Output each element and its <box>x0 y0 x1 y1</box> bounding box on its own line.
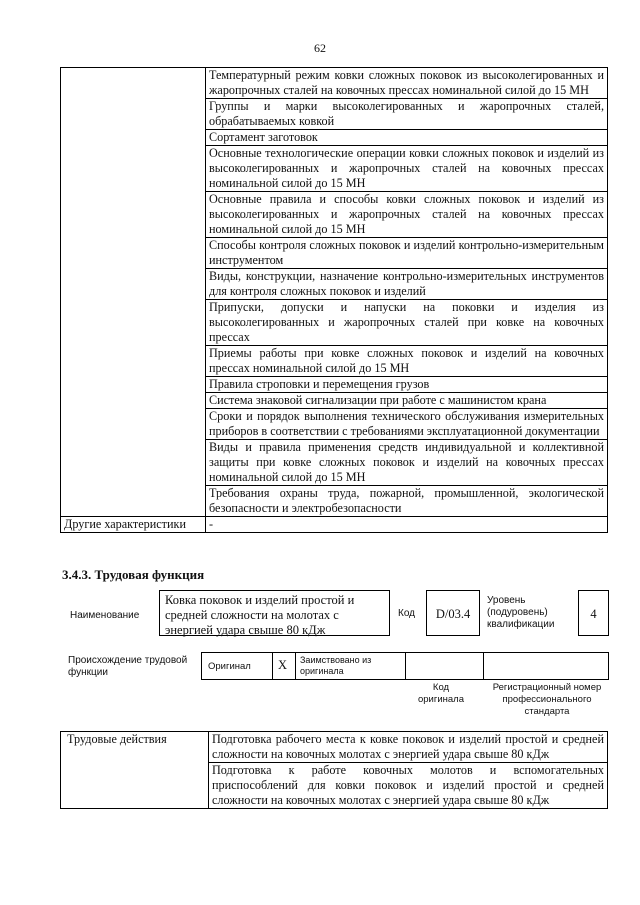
knowledge-item: Сроки и порядок выполнения технического обслуживания измерительных приборов в соответствии с требованиями эксплуатационной документации <box>206 409 608 440</box>
knowledge-item: Приемы работы при ковке сложных поковок и изделий на ковочных прессах номинальной силой до 15 МН <box>206 346 608 377</box>
reg-number-caption: Регистрационный номер профессионального стандарта <box>492 682 602 717</box>
origin-divider-3 <box>405 652 406 680</box>
level-box <box>578 590 609 636</box>
borrowed-label: Заимствовано из оригинала <box>300 655 372 676</box>
knowledge-item: Виды, конструкции, назначение контрольно-измерительных инструментов для контроля сложных поковок и изделий <box>206 269 608 300</box>
page-number: 62 <box>314 41 326 55</box>
knowledge-label-cell <box>61 68 206 517</box>
other-value: - <box>206 517 608 533</box>
knowledge-row <box>61 68 608 99</box>
action-item: Подготовка рабочего места к ковке поковок и изделий простой и средней сложности на ковочных молотах с энергией удара свыше 80 кДж <box>209 732 608 763</box>
knowledge-item: Группы и марки высоколегированных и жаропрочных сталей, обрабатываемых ковкой <box>206 99 608 130</box>
origin-divider-1 <box>272 652 273 680</box>
function-name-box <box>159 590 390 636</box>
labor-actions-table <box>60 731 608 809</box>
code-label: Код <box>398 608 416 619</box>
knowledge-item: Сортамент заготовок <box>206 130 608 146</box>
level-value: 4 <box>590 607 597 621</box>
original-label: Оригинал <box>208 661 251 672</box>
other-row <box>61 517 608 533</box>
section-heading: 3.4.3. Трудовая функция <box>62 567 205 582</box>
function-name-value: Ковка поковок и изделий простой и средней сложности на молотах с энергией удара свыше 80 кДж <box>165 593 355 637</box>
knowledge-item: Температурный режим ковки сложных поковок из высоколегированных и жаропрочных сталей на ковочных прессах номинальной силой до 15 МН <box>206 68 608 99</box>
code-origin-caption: Код оригинала <box>417 682 464 705</box>
action-row <box>61 732 608 763</box>
level-label: Уровень (подуровень) квалификации <box>487 595 555 630</box>
original-mark: X <box>278 658 288 672</box>
knowledge-item: Виды и правила применения средств индивидуальной и коллективной защиты при ковке сложных поковок и изделий на ковочных прессах номинальной силой до 15 МН <box>206 440 608 486</box>
knowledge-item: Правила строповки и перемещения грузов <box>206 377 608 393</box>
origin-label: Происхождение трудовой функции <box>68 655 188 678</box>
knowledge-item: Основные правила и способы ковки сложных поковок и изделий из высоколегированных и жаропрочных сталей на ковочных прессах номинальной силой до 15 МН <box>206 192 608 238</box>
knowledge-table <box>60 67 608 533</box>
actions-label: Трудовые действия <box>61 732 209 809</box>
knowledge-item: Припуски, допуски и напуски на поковки и изделия из высоколегированных и жаропрочных сталей при ковке на ковочных прессах <box>206 300 608 346</box>
origin-divider-2 <box>295 652 296 680</box>
code-value: D/03.4 <box>435 607 471 621</box>
name-label: Наименование <box>70 610 140 621</box>
knowledge-item: Требования охраны труда, пожарной, промышленной, экологической безопасности и электробезопасности <box>206 486 608 517</box>
knowledge-item: Способы контроля сложных поковок и изделий контрольно-измерительным инструментом <box>206 238 608 269</box>
code-box <box>426 590 480 636</box>
knowledge-item: Основные технологические операции ковки сложных поковок и изделий из высоколегированных и жаропрочных сталей на ковочных прессах номинальной силой до 15 МН <box>206 146 608 192</box>
knowledge-item: Система знаковой сигнализации при работе с машинистом крана <box>206 393 608 409</box>
origin-divider-4 <box>483 652 484 680</box>
other-label: Другие характеристики <box>61 517 206 533</box>
action-item: Подготовка к работе ковочных молотов и вспомогательных приспособлений для ковки поковок и изделий простой и средней сложности на ковочных молотах с энергией удара свыше 80 кДж <box>209 763 608 809</box>
